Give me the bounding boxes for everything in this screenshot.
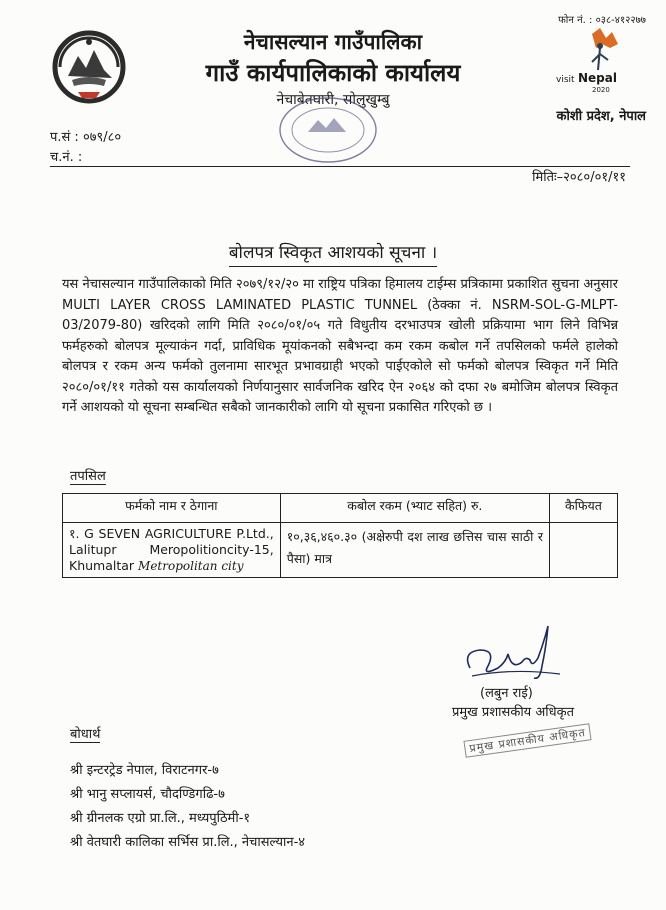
cc-item: श्री वेतघारी कालिका सर्भिस प्रा.लि., नेचासल्यान-४ xyxy=(70,835,306,850)
office-name: गाउँ कार्यपालिकाको कार्यालय xyxy=(205,59,461,87)
document-date: मितिः–२०८०/०१/११ xyxy=(532,170,626,185)
svg-text:2020: 2020 xyxy=(592,86,610,94)
firm-handwritten-note: Metropolitan city xyxy=(138,559,244,573)
province-label: कोशी प्रदेश, नेपाल xyxy=(556,109,646,124)
cc-item: श्री इन्टरट्रेड नेपाल, विराटनगर-७ xyxy=(70,763,219,778)
notice-title xyxy=(0,240,666,263)
column-header-amount: कबोल रकम (भ्याट सहित) रु. xyxy=(280,494,549,523)
firm-name: १. G SEVEN AGRICULTURE P.Ltd., Lalitupr Meropolitioncity-15, Khumaltar xyxy=(69,526,274,573)
column-header-firm: फर्मको नाम र ठेगाना xyxy=(63,494,281,523)
office-address: नेचाबेतघारी, सोलुखुम्बु xyxy=(276,92,390,108)
cc-item: श्री ग्रीनलक एग्रो प्रा.लि., मध्यपुठिमी-१ xyxy=(70,811,251,826)
table-header-row xyxy=(63,494,618,523)
office-stamp-icon xyxy=(268,92,388,168)
svg-text:visit: visit xyxy=(556,75,575,85)
signatory-post: प्रमुख प्रशासकीय अधिकृत xyxy=(452,705,575,720)
municipality-name: नेचासल्यान गाउँपालिका xyxy=(243,30,423,54)
post-stamp: प्रमुख प्रशासकीय अधिकृत xyxy=(463,723,591,758)
dispatch-number: च.नं. : xyxy=(50,150,83,165)
signatory-name: (लबुन राई) xyxy=(480,686,533,701)
reference-number: प.सं : ०७९/८० xyxy=(50,130,122,145)
amount-cell: १०,३६,४६०.३० (अक्षेरुपी दश लाख छत्तिस चास साठी र पैसा) मात्र xyxy=(280,523,549,578)
table-heading: तपसिल xyxy=(70,466,106,485)
visit-nepal-logo xyxy=(552,26,644,96)
table-row xyxy=(63,523,618,578)
cc-heading: बोधार्थ xyxy=(70,724,100,743)
phone-number: फोन नं. : ०३८-४१२२७७ xyxy=(558,15,646,26)
remarks-cell xyxy=(549,523,617,578)
svg-text:Nepal: Nepal xyxy=(578,71,617,85)
notice-title-text: बोलपत्र स्विकृत आशयको सूचना । xyxy=(229,243,437,267)
firm-cell xyxy=(63,523,281,578)
cc-item: श्री भानु सप्लायर्स, चौदण्डिगढि-७ xyxy=(70,787,225,802)
column-header-remarks: कैफियत xyxy=(549,494,617,523)
notice-body: यस नेचासल्यान गाउँपालिकाको मिति २०७९/१२/२० मा राष्ट्रिय पत्रिका हिमालय टाईम्स प्रत्रिकामा प्रकाशित सुचना अनुसार MULTI LAYER CROSS LAMINATED PLASTIC TUNNEL (ठेक्का नं. NSRM-SOL-G-MLPT-03/2079-80) खरिदको लागि मिति २०८०/०१/०५ गते विधुतीय दरभाउपत्र खोली प्रक्रियामा भाग लिने विभिन्न फर्महरुको बोलपत्र मूल्याकंन गर्दा, प्राविधिक मूयांकनको सबैभन्दा कम रकम कबोल गर्ने तपसिलको फर्मले हालेको बोलपत्र र रकम अन्य फर्मको तुलनामा सारभूत प्रभावग्राही भएको पाईएकोले सो फर्मको बोलपत्र स्विकृत गर्ने मिति २०८०/०१/११ गतेको यस कार्यालयको निर्णयानुसार सार्वजनिक खरिद ऐन २०६४ को दफा २७ बमोजिम बोलपत्र स्विकृत गर्ने आशयको यो सूचना सम्बन्धित सबैको जानकारीको लागि यो सूचना प्रकासित गरिएको छ । xyxy=(62,277,618,415)
bid-table xyxy=(62,493,618,578)
